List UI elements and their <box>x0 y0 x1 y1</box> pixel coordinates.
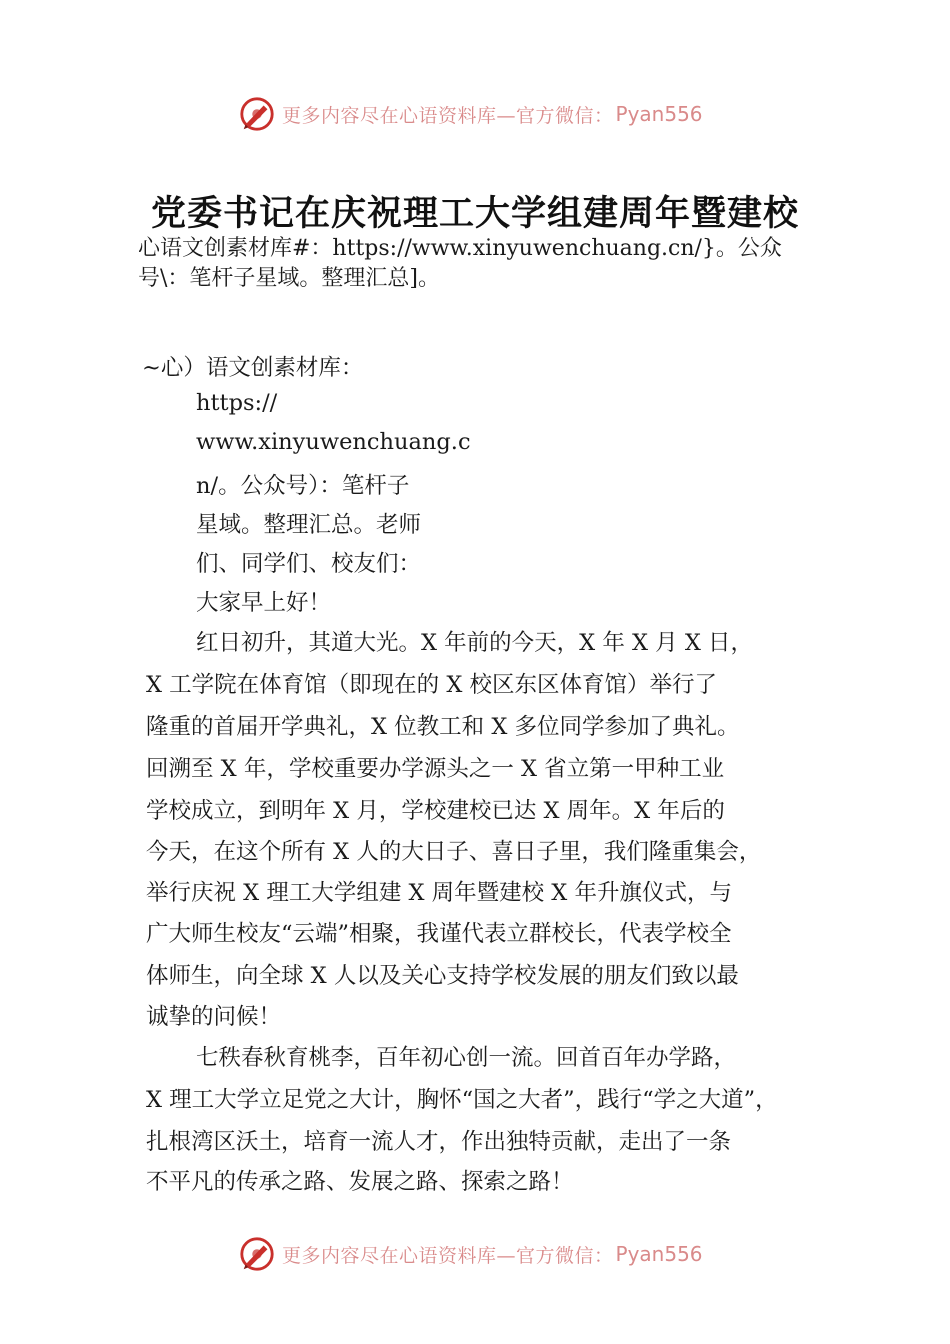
source-note <box>138 234 838 294</box>
body-line: 大家早上好！ <box>196 590 332 616</box>
body-line: 星域。整理汇总。老师 <box>196 512 422 538</box>
footer-watermark-banner <box>0 1232 950 1276</box>
banner-wechat-id: Pyan556 <box>615 102 703 126</box>
body-line: 体师生，向全球 X 人以及关心支持学校发展的朋友们致以最 <box>146 963 739 989</box>
body-line: https:// <box>196 390 278 416</box>
body-line: 举行庆祝 X 理工大学组建 X 周年暨建校 X 年升旗仪式，与 <box>146 880 732 906</box>
body-line: 学校成立，到明年 X 月，学校建校已达 X 周年。X 年后的 <box>146 798 725 824</box>
banner-text: 更多内容尽在心语资料库—官方微信： <box>282 104 614 127</box>
document-title: 党委书记在庆祝理工大学组建周年暨建校 <box>150 193 799 234</box>
body-line: 们、同学们、校友们： <box>196 551 422 577</box>
body-line: 扎根湾区沃土，培育一流人才，作出独特贡献，走出了一条 <box>146 1129 732 1155</box>
body-line: n/。公众号）：笔杆子 <box>196 473 410 499</box>
body-line: X 工学院在体育馆（即现在的 X 校区东区体育馆）举行了 <box>146 672 717 698</box>
body-line: ~心）语文创素材库： <box>142 355 364 381</box>
pen-logo-icon <box>238 1235 276 1273</box>
source-line: 心语文创素材库#：https://www.xinyuwenchuang.cn/}。公众 <box>138 236 782 261</box>
body-line: 七秩春秋育桃李，百年初心创一流。回首百年办学路， <box>196 1045 737 1071</box>
source-line: 号\：笔杆子星域。整理汇总]。 <box>138 266 440 291</box>
body-line: 回溯至 X 年，学校重要办学源头之一 X 省立第一甲种工业 <box>146 756 725 782</box>
body-line: www.xinyuwenchuang.c <box>196 429 471 455</box>
banner-wechat-id: Pyan556 <box>615 1242 703 1266</box>
body-line: 红日初升，其道大光。X 年前的今天，X 年 X 月 X 日， <box>196 630 753 656</box>
header-watermark-banner <box>0 92 950 136</box>
body-line: 诚挚的问候！ <box>146 1004 282 1030</box>
body-line: 广大师生校友“云端”相聚，我谨代表立群校长，代表学校全 <box>146 921 732 947</box>
body-line: 不平凡的传承之路、发展之路、探索之路！ <box>146 1169 574 1195</box>
body-line: 今天，在这个所有 X 人的大日子、喜日子里，我们隆重集会， <box>146 839 762 865</box>
body-line: 隆重的首届开学典礼，X 位教工和 X 多位同学参加了典礼。 <box>146 714 740 740</box>
banner-text: 更多内容尽在心语资料库—官方微信： <box>282 1244 614 1267</box>
body-line: X 理工大学立足党之大计，胸怀“国之大者”，践行“学之大道”， <box>146 1087 778 1113</box>
pen-logo-icon <box>238 95 276 133</box>
